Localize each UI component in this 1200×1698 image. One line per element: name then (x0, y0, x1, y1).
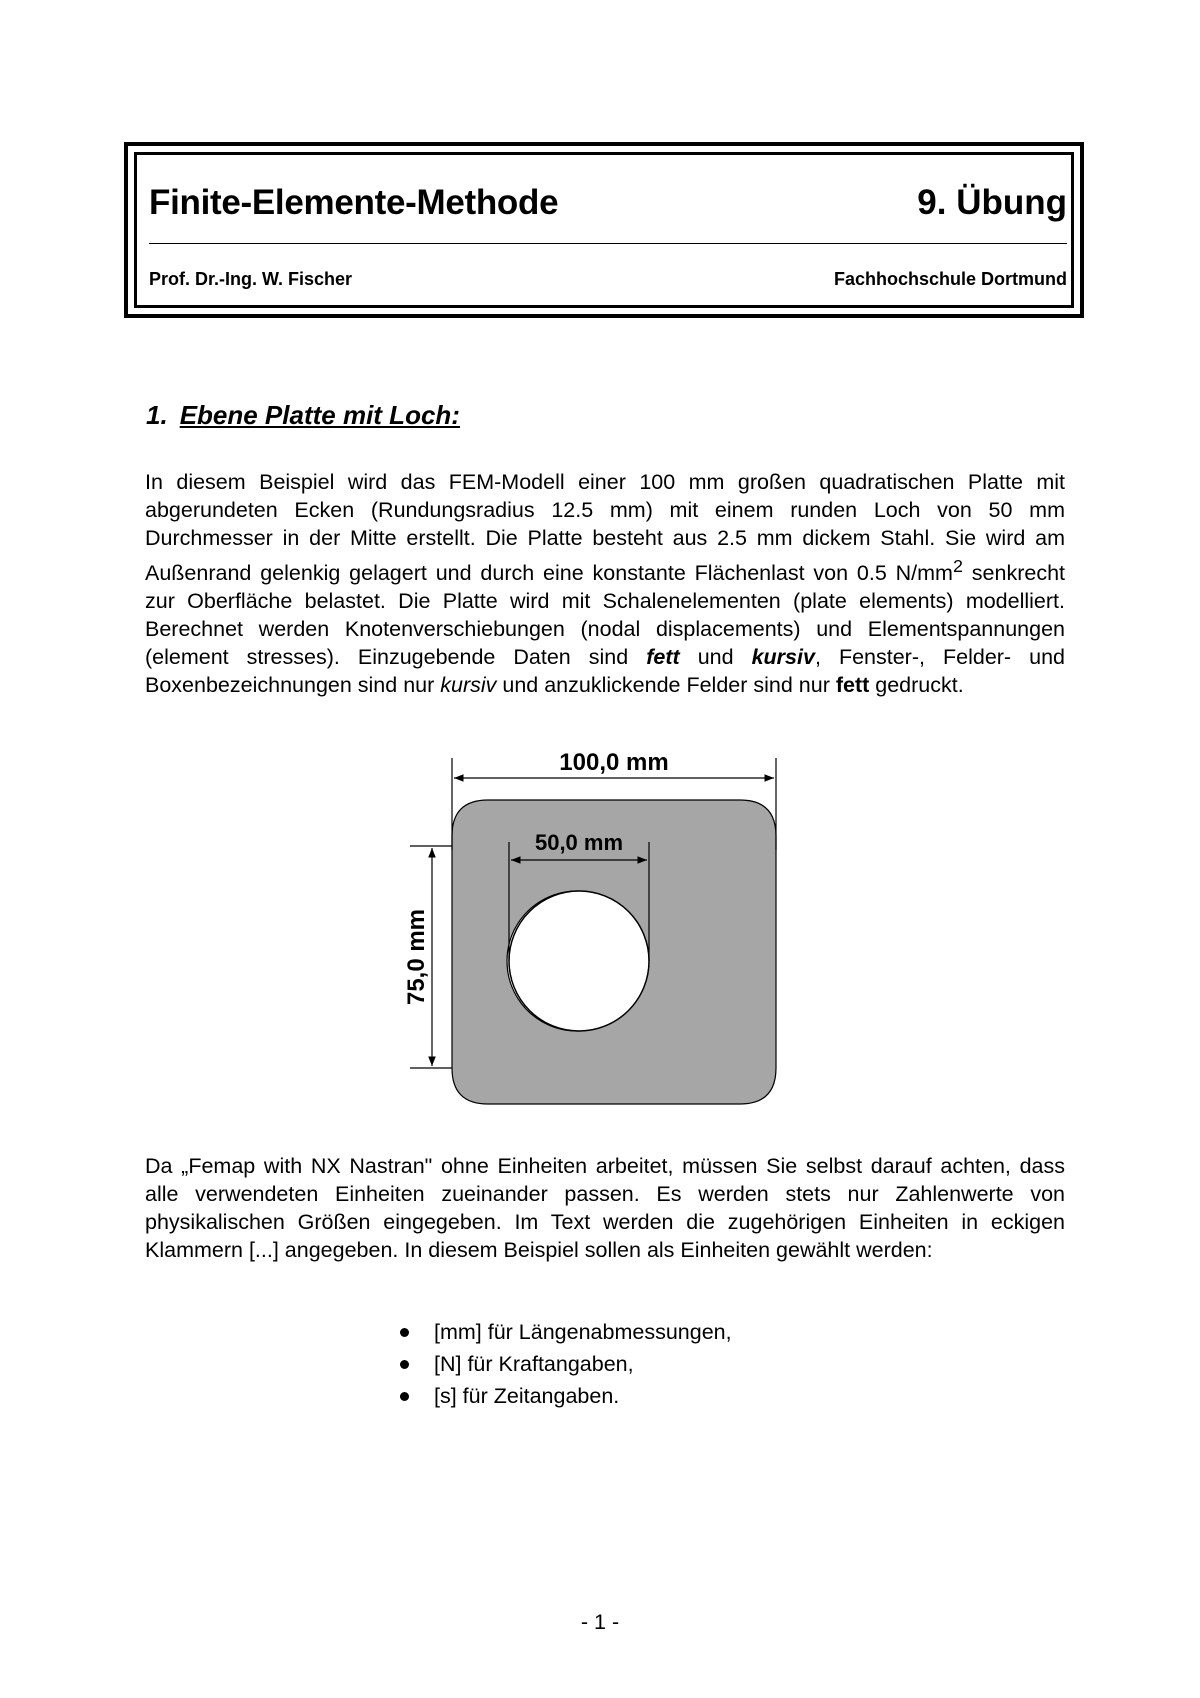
superscript: 2 (952, 556, 963, 576)
section-heading (146, 400, 460, 431)
section-number: 1. (146, 400, 168, 430)
exercise-number: 9. Übung (917, 183, 1067, 222)
italic-word: kursiv (440, 673, 497, 698)
bold-italic-word: fett (646, 645, 680, 670)
header-box (124, 142, 1084, 318)
height-label: 75,0 mm (403, 908, 430, 1006)
units-paragraph: Da „Femap with NX Nastran" ohne Einheiten arbeitet, müssen Sie selbst darauf achten, dass alle verwendeten Einheiten zueinander passen. Es werden stets nur Zahlenwerte von physikalischen Größen eingegeben. Im Text werden die zugehörigen Einheiten in eckigen Klammern [...] angegeben. In diesem Beispiel sollen als Einheiten gewählt werden: (145, 1154, 1065, 1262)
list-item: [mm] für Längenabmessungen, (396, 1316, 732, 1348)
section-title: Ebene Platte mit Loch: (179, 400, 460, 430)
text-run: und (679, 645, 752, 670)
plate-figure (403, 749, 790, 1125)
plate-drawing (403, 749, 790, 1120)
width-label: 100,0 mm (559, 749, 669, 776)
header-inner-frame (134, 152, 1074, 308)
list-item: [s] für Zeitangaben. (396, 1380, 732, 1412)
bold-word: fett (835, 673, 870, 698)
institution: Fachhochschule Dortmund (833, 269, 1067, 289)
text-run: , Fenster-, Felder- und Boxenbezeichnungen sind nur (145, 645, 1065, 698)
course-title: Finite-Elemente-Methode (149, 183, 559, 222)
page-number: - 1 - (580, 1610, 620, 1634)
intro-paragraph (145, 468, 1065, 699)
header-divider (149, 243, 1067, 244)
text-run: und anzuklickende Felder sind nur (496, 673, 836, 698)
text-run: In diesem Beispiel wird das FEM-Modell einer 100 mm großen quadratischen Platte mit abgerundeten Ecken (Rundungsradius 12.5 mm) mit einem runden Loch von 50 mm Durchmesser in der Mitte erstellt. Die Platte besteht aus 2.5 mm dickem Stahl. Sie wird am Außenrand gelenkig gelagert und durch eine konstante Flächenlast von 0.5 N/mm (145, 470, 1065, 586)
list-item: [N] für Kraftangaben, (396, 1348, 732, 1380)
unit-list (396, 1316, 732, 1412)
hole (509, 891, 649, 1031)
text-run: gedruckt. (869, 673, 964, 698)
author: Prof. Dr.-Ing. W. Fischer (149, 269, 353, 289)
text-run: senkrecht zur Oberfläche belastet. Die Platte wird mit Schalenelementen (plate elements) modelliert. Berechnet werden Knotenverschiebungen (nodal displacements) und Elementspannungen (element stresses). Einzugebende Daten sind (145, 561, 1066, 670)
bold-italic-word: kursiv (751, 645, 815, 670)
hole-label: 50,0 mm (534, 830, 624, 855)
